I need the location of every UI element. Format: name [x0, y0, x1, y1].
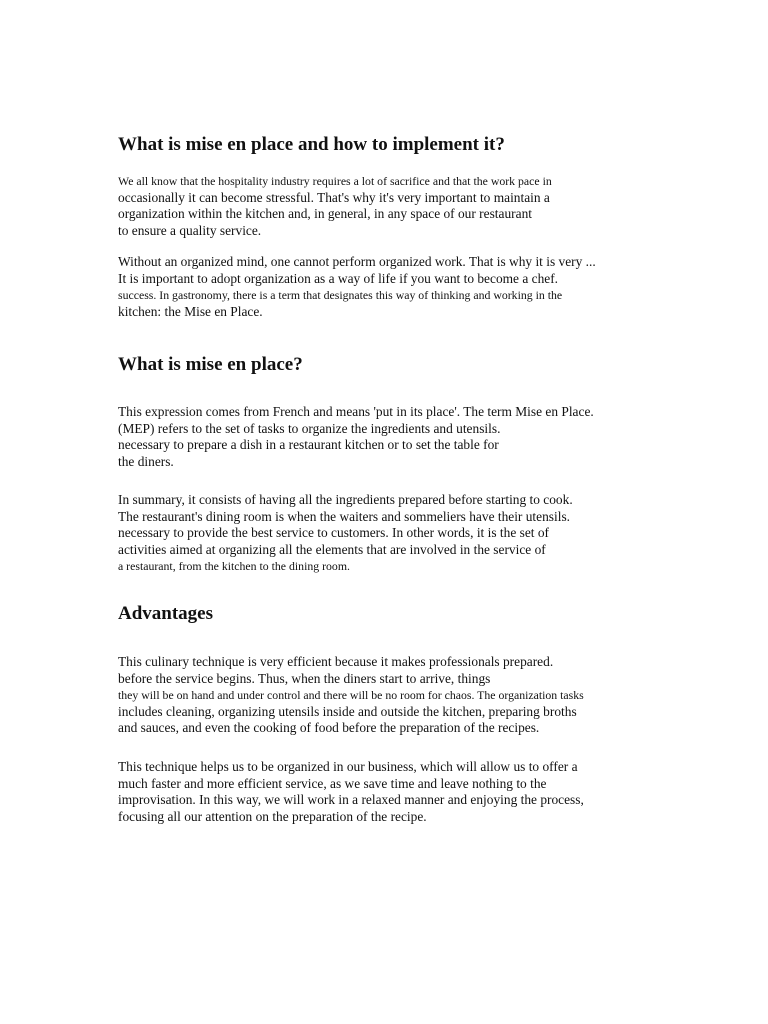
text-line: Without an organized mind, one cannot perform organized work. That is why it is very ...: [118, 254, 596, 269]
paragraph: [118, 173, 638, 239]
text-line: focusing all our attention on the preparation of the recipe.: [118, 808, 427, 824]
section-heading-what-is: What is mise en place?: [118, 354, 303, 375]
text-line: occasionally it can become stressful. That's why it's very important to maintain a: [118, 189, 550, 205]
text-line: success. In gastronomy, there is a term that designates this way of thinking and working in the: [118, 288, 563, 303]
text-line: In summary, it consists of having all the ingredients prepared before starting to cook.: [118, 492, 573, 507]
text-line: This culinary technique is very efficient because it makes professionals prepared.: [118, 654, 554, 669]
paragraph: [118, 404, 638, 470]
text-line: improvisation. In this way, we will work in a relaxed manner and enjoying the process,: [118, 792, 584, 808]
text-line: We all know that the hospitality industry requires a lot of sacrifice and that the work pace in: [118, 174, 552, 188]
text-line: (MEP) refers to the set of tasks to organize the ingredients and utensils.: [118, 420, 501, 436]
paragraph: [118, 654, 638, 737]
paragraph: [118, 254, 638, 320]
text-line: includes cleaning, organizing utensils inside and outside the kitchen, preparing broths: [118, 703, 577, 719]
text-line: and sauces, and even the cooking of food before the preparation of the recipes.: [118, 720, 540, 736]
text-line: This technique helps us to be organized in our business, which will allow us to offer a: [118, 759, 578, 774]
text-line: to ensure a quality service.: [118, 222, 262, 238]
text-line: organization within the kitchen and, in general, in any space of our restaurant: [118, 206, 532, 222]
text-line: much faster and more efficient service, as we save time and leave nothing to the: [118, 775, 547, 791]
section-heading-advantages: Advantages: [118, 603, 214, 624]
text-line: before the service begins. Thus, when the diners start to arrive, things: [118, 670, 491, 686]
section-heading-implement: What is mise en place and how to implement it?: [118, 134, 505, 155]
text-line: This expression comes from French and means 'put in its place'. The term Mise en Place.: [118, 404, 594, 419]
text-line: they will be on hand and under control and there will be no room for chaos. The organization tasks: [118, 688, 584, 703]
paragraph: [118, 492, 638, 575]
text-line: necessary to prepare a dish in a restaurant kitchen or to set the table for: [118, 437, 499, 453]
text-line: activities aimed at organizing all the elements that are involved in the service of: [118, 541, 546, 557]
text-line: necessary to provide the best service to customers. In other words, it is the set of: [118, 525, 549, 541]
text-line: the diners.: [118, 453, 174, 469]
text-line: kitchen: the Mise en Place.: [118, 303, 263, 319]
text-line: a restaurant, from the kitchen to the dining room.: [118, 559, 350, 574]
text-line: It is important to adopt organization as a way of life if you want to become a chef.: [118, 270, 559, 286]
text-line: The restaurant's dining room is when the waiters and sommeliers have their utensils.: [118, 508, 571, 524]
paragraph: [118, 759, 638, 825]
